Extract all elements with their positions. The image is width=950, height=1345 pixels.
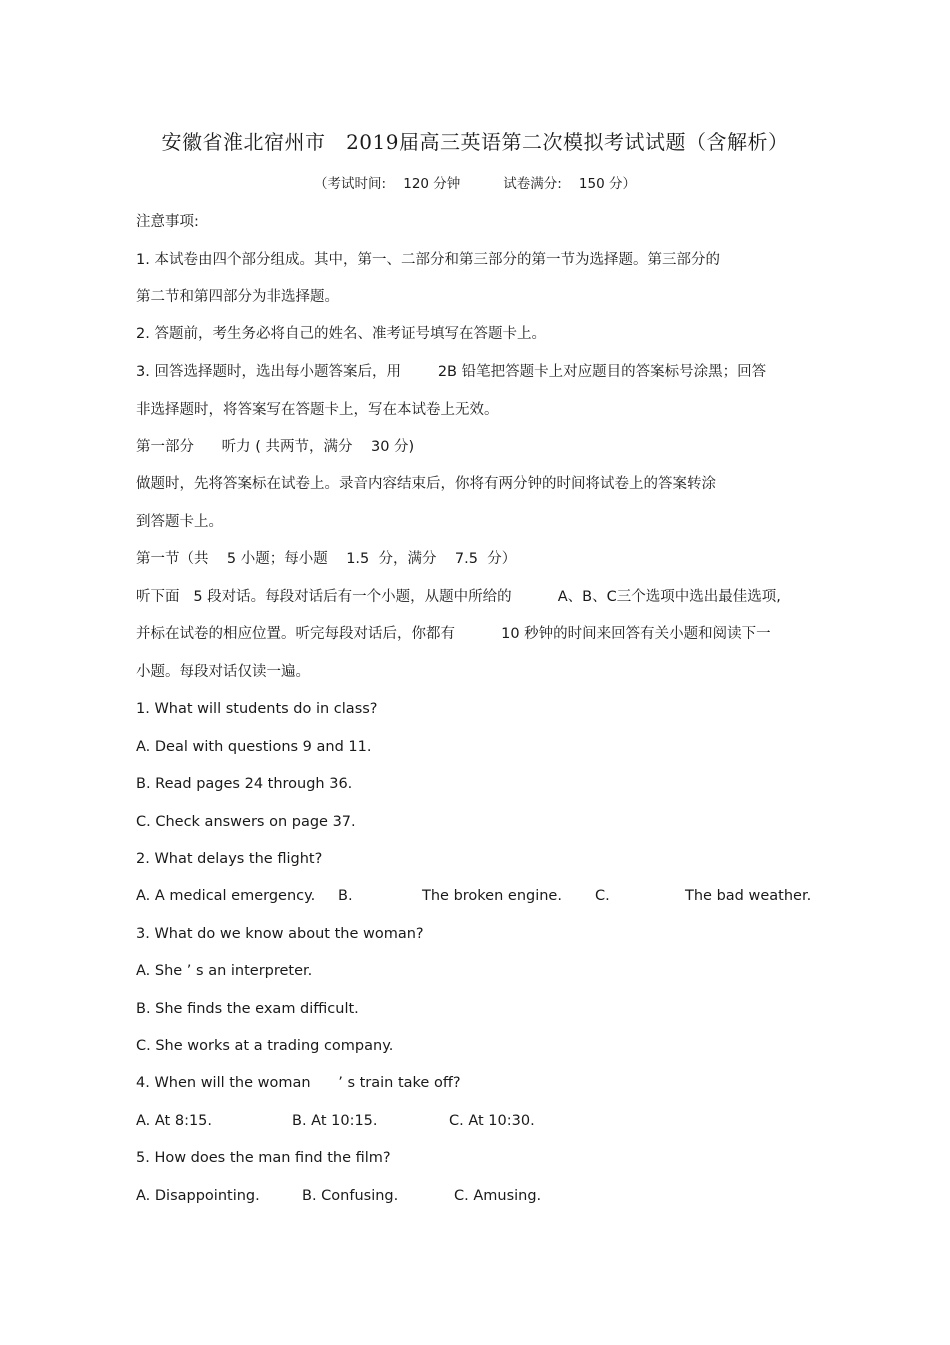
option-b-letter: B. (338, 888, 353, 904)
section1-instruction: 听下面 5 段对话。每段对话后有一个小题，从题中所给的 A、B、C三个选项中选出最佳选项, (136, 589, 781, 605)
part1-instruction: 做题时，先将答案标在试卷上。录音内容结束后，你将有两分钟的时间将试卷上的答案转涂 (136, 476, 716, 492)
note-line: 3. 回答选择题时，选出每小题答案后，用 2B 铅笔把答题卡上对应题目的答案标号涂黑；回答 (136, 364, 767, 380)
exam-info: （考试时间: 120 分钟 试卷满分: 150 分） (314, 176, 636, 192)
option-c: C. At 10:30. (449, 1113, 535, 1129)
document-title: 安徽省淮北宿州市 2019届高三英语第二次模拟考试试题（含解析） (161, 130, 789, 154)
option-c: C. Check answers on page 37. (136, 814, 356, 830)
question-3: 3. What do we know about the woman? (136, 926, 424, 942)
option-c-letter: C. (595, 888, 610, 904)
question-2: 2. What delays the flight? (136, 851, 323, 867)
question-4: 4. When will the woman ’ s train take off? (136, 1075, 461, 1091)
part1-heading: 第一部分 听力 ( 共两节，满分 30 分) (136, 439, 415, 455)
part1-instruction: 到答题卡上。 (136, 514, 223, 530)
section1-instruction: 并标在试卷的相应位置。听完每段对话后，你都有 10 秒钟的时间来回答有关小题和阅读下一 (136, 626, 771, 642)
question-1: 1. What will students do in class? (136, 701, 378, 717)
option-a: A. Disappointing. (136, 1188, 260, 1204)
option-b: B. Confusing. (302, 1188, 399, 1204)
note-line: 1. 本试卷由四个部分组成。其中，第一、二部分和第三部分的第一节为选择题。第三部分的 (136, 252, 720, 268)
option-b: B. She finds the exam difficult. (136, 1001, 359, 1017)
section1-instruction: 小题。每段对话仅读一遍。 (136, 664, 310, 680)
option-c: C. Amusing. (454, 1188, 542, 1204)
option-c: C. She works at a trading company. (136, 1038, 394, 1054)
note-line: 2. 答题前，考生务必将自己的姓名、准考证号填写在答题卡上。 (136, 326, 546, 342)
notes-heading: 注意事项: (136, 214, 199, 230)
note-line: 非选择题时，将答案写在答题卡上，写在本试卷上无效。 (136, 402, 499, 418)
question-5: 5. How does the man find the film? (136, 1150, 391, 1166)
section1-heading: 第一节（共 5 小题；每小题 1.5 分，满分 7.5 分） (136, 551, 517, 567)
option-b-text: The broken engine. (422, 888, 562, 904)
option-c-text: The bad weather. (685, 888, 812, 904)
option-a: A. At 8:15. (136, 1113, 213, 1129)
option-a: A. She ’ s an interpreter. (136, 963, 313, 979)
option-b: B. Read pages 24 through 36. (136, 776, 353, 792)
option-a: A. A medical emergency. (136, 888, 316, 904)
note-line: 第二节和第四部分为非选择题。 (136, 289, 339, 305)
option-b: B. At 10:15. (292, 1113, 378, 1129)
option-a: A. Deal with questions 9 and 11. (136, 739, 372, 755)
